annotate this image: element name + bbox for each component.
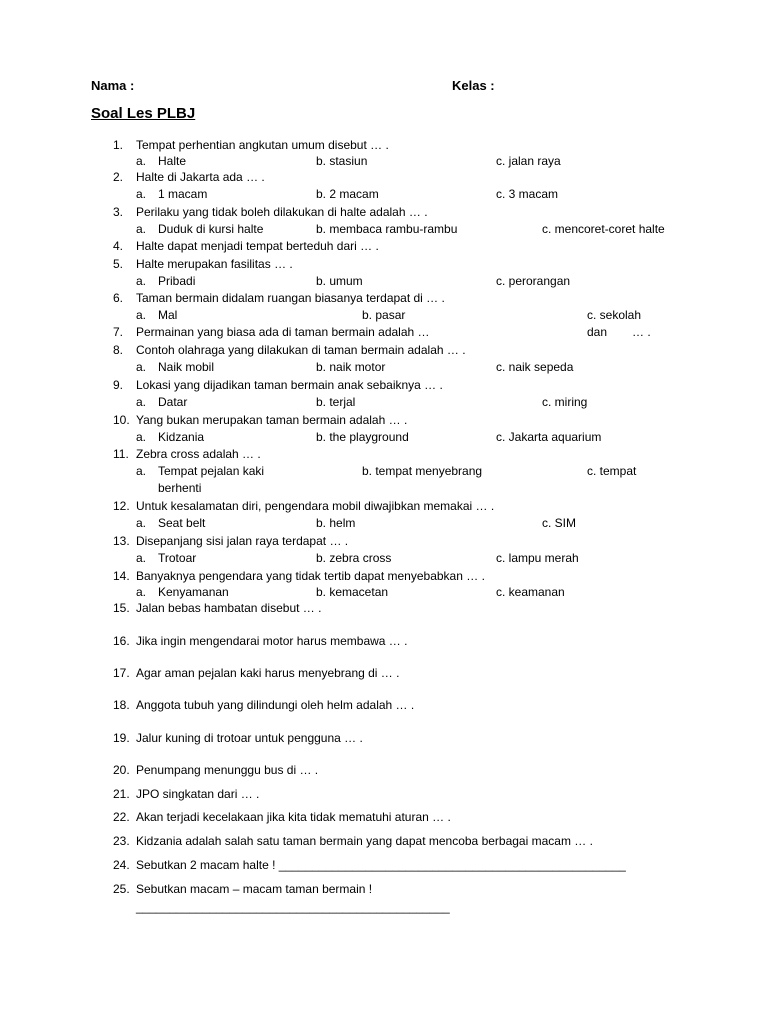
option-b: b. umum: [316, 274, 363, 288]
question-text: Sebutkan macam – macam taman bermain !: [136, 882, 373, 896]
question-number: 20.: [113, 763, 130, 777]
question-number: 23.: [113, 834, 130, 848]
option-letter-a: a.: [136, 430, 147, 444]
question-number: 13.: [113, 534, 130, 548]
option-letter-a: a.: [136, 222, 147, 236]
question-number: 9.: [113, 378, 124, 392]
option-c: c. mencoret-coret halte: [542, 222, 665, 236]
question-number: 7.: [113, 325, 124, 339]
question-text: Agar aman pejalan kaki harus menyebrang di … .: [136, 666, 400, 680]
question-text: Anggota tubuh yang dilindungi oleh helm adalah … .: [136, 698, 415, 712]
option-letter-a: a.: [136, 395, 147, 409]
option-letter-a: a.: [136, 274, 147, 288]
question-number: 17.: [113, 666, 130, 680]
q7-dots: … .: [632, 325, 651, 339]
question-number: 1.: [113, 138, 124, 152]
question-number: 4.: [113, 239, 124, 253]
question-text: Perilaku yang tidak boleh dilakukan di halte adalah … .: [136, 205, 428, 219]
question-number: 2.: [113, 170, 124, 184]
question-number: 15.: [113, 601, 130, 615]
option-b: b. stasiun: [316, 154, 368, 168]
question-text: Halte merupakan fasilitas … .: [136, 257, 293, 271]
page-title: Soal Les PLBJ: [91, 105, 196, 122]
question-text: Penumpang menunggu bus di … .: [136, 763, 319, 777]
option-a: Kenyamanan: [158, 585, 229, 599]
option-c: c. keamanan: [496, 585, 565, 599]
question-text: Zebra cross adalah … .: [136, 447, 261, 461]
option-c: c. tempat: [587, 464, 637, 478]
option-c: c. naik sepeda: [496, 360, 574, 374]
question-text: Taman bermain didalam ruangan biasanya terdapat di … .: [136, 291, 445, 305]
question-number: 6.: [113, 291, 124, 305]
option-a: 1 macam: [158, 187, 208, 201]
option-a: Pribadi: [158, 274, 196, 288]
question-number: 12.: [113, 499, 130, 513]
question-text: Banyaknya pengendara yang tidak tertib dapat menyebabkan … .: [136, 569, 485, 583]
option-a: Naik mobil: [158, 360, 215, 374]
question-text: Contoh olahraga yang dilakukan di taman bermain adalah … .: [136, 343, 466, 357]
option-letter-a: a.: [136, 187, 147, 201]
option-b: b. helm: [316, 516, 356, 530]
question-number: 16.: [113, 634, 130, 648]
answer-line-25: _______________________________________________: [136, 900, 450, 914]
question-number: 8.: [113, 343, 124, 357]
option-letter-a: a.: [136, 585, 147, 599]
option-b: b. terjal: [316, 395, 356, 409]
question-text: Halte di Jakarta ada … .: [136, 170, 265, 184]
question-text: Disepanjang sisi jalan raya terdapat … .: [136, 534, 349, 548]
question-text: Permainan yang biasa ada di taman bermain adalah …: [136, 325, 430, 339]
option-b: b. pasar: [362, 308, 406, 322]
nama-label: Nama :: [91, 78, 135, 93]
question-text: Yang bukan merupakan taman bermain adalah … .: [136, 413, 408, 427]
question-number: 3.: [113, 205, 124, 219]
option-a: Duduk di kursi halte: [158, 222, 264, 236]
question-number: 5.: [113, 257, 124, 271]
option-b: b. 2 macam: [316, 187, 379, 201]
option-b: b. naik motor: [316, 360, 386, 374]
question-text: Tempat perhentian angkutan umum disebut … .: [136, 138, 389, 152]
question-text: Lokasi yang dijadikan taman bermain anak sebaiknya … .: [136, 378, 443, 392]
question-number: 21.: [113, 787, 130, 801]
option-a: Datar: [158, 395, 188, 409]
question-number: 11.: [113, 447, 129, 461]
option-letter-a: a.: [136, 360, 147, 374]
option-a: Mal: [158, 308, 178, 322]
option-c: c. Jakarta aquarium: [496, 430, 602, 444]
option-a: Seat belt: [158, 516, 206, 530]
option-letter-a: a.: [136, 154, 147, 168]
question-number: 14.: [113, 569, 130, 583]
q7-dan: dan: [587, 325, 608, 339]
option-c: c. sekolah: [587, 308, 642, 322]
option-b: b. kemacetan: [316, 585, 389, 599]
question-number: 25.: [113, 882, 130, 896]
question-number: 24.: [113, 858, 130, 872]
question-text: Kidzania adalah salah satu taman bermain yang dapat mencoba berbagai macam … .: [136, 834, 593, 848]
question-text: Sebutkan 2 macam halte ! ____________________________________________________: [136, 858, 626, 872]
question-number: 22.: [113, 810, 130, 824]
option-a-wrap: berhenti: [158, 481, 202, 495]
question-number: 18.: [113, 698, 130, 712]
option-a: Trotoar: [158, 551, 197, 565]
question-text: Jalan bebas hambatan disebut … .: [136, 601, 322, 615]
option-b: b. the playground: [316, 430, 409, 444]
option-c: c. SIM: [542, 516, 577, 530]
kelas-label: Kelas :: [452, 78, 495, 93]
option-letter-a: a.: [136, 551, 147, 565]
question-text: Akan terjadi kecelakaan jika kita tidak mematuhi aturan … .: [136, 810, 451, 824]
option-letter-a: a.: [136, 516, 147, 530]
option-a: Halte: [158, 154, 187, 168]
option-b: b. membaca rambu-rambu: [316, 222, 458, 236]
option-c: c. miring: [542, 395, 588, 409]
option-c: c. 3 macam: [496, 187, 559, 201]
option-b: b. tempat menyebrang: [362, 464, 483, 478]
question-text: Halte dapat menjadi tempat berteduh dari … .: [136, 239, 379, 253]
option-letter-a: a.: [136, 464, 147, 478]
question-text: Untuk kesalamatan diri, pengendara mobil diwajibkan memakai … .: [136, 499, 495, 513]
option-letter-a: a.: [136, 308, 147, 322]
option-c: c. lampu merah: [496, 551, 579, 565]
option-a: Kidzania: [158, 430, 205, 444]
option-b: b. zebra cross: [316, 551, 392, 565]
question-number: 19.: [113, 731, 130, 745]
question-text: Jalur kuning di trotoar untuk pengguna … .: [136, 731, 363, 745]
option-c: c. jalan raya: [496, 154, 561, 168]
question-number: 10.: [113, 413, 130, 427]
question-text: JPO singkatan dari … .: [136, 787, 260, 801]
question-text: Jika ingin mengendarai motor harus membawa … .: [136, 634, 408, 648]
option-c: c. perorangan: [496, 274, 571, 288]
option-a: Tempat pejalan kaki: [158, 464, 265, 478]
